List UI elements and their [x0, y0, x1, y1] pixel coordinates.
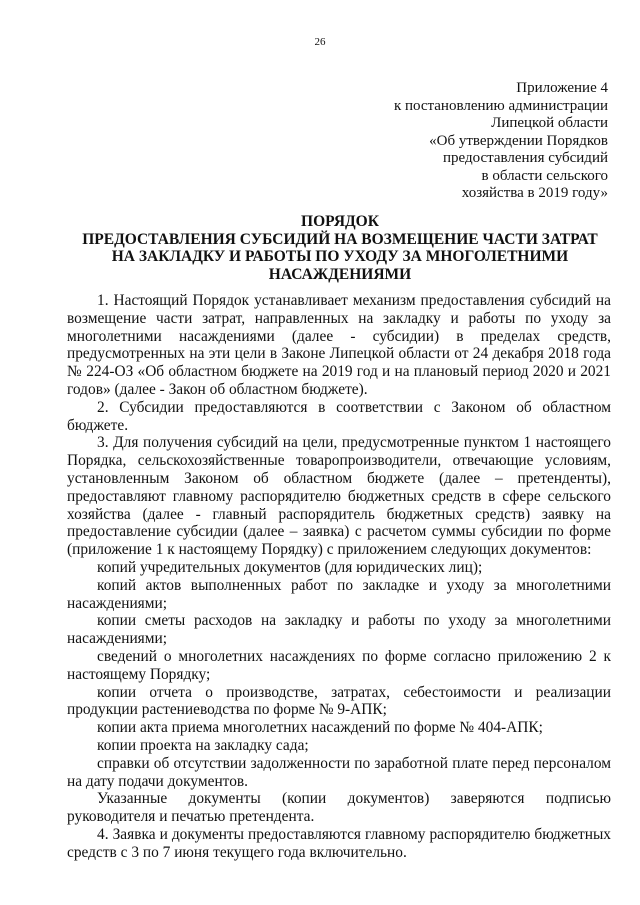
- document-list-item: справки об отсутствии задолженности по заработной плате перед персоналом на дату подачи документов.: [67, 754, 611, 790]
- title-line: ПРЕДОСТАВЛЕНИЯ СУБСИДИЙ НА ВОЗМЕЩЕНИЕ ЧАСТИ ЗАТРАТ: [82, 230, 598, 248]
- paragraph-4: 4. Заявка и документы предоставляются главному распорядителю бюджетных средств с 3 по 7 июня текущего года включительно.: [67, 825, 611, 861]
- document-body: [67, 292, 611, 862]
- document-list-item: копий актов выполненных работ по закладке и уходу за многолетними насаждениями;: [67, 576, 611, 612]
- appendix-line: «Об утверждении Порядков: [429, 132, 608, 149]
- appendix-line: в области сельского: [481, 167, 608, 184]
- title-line: НАСАЖДЕНИЯМИ: [268, 265, 412, 283]
- appendix-line: хозяйства в 2019 году»: [461, 185, 608, 201]
- document-list-item: копии отчета о производстве, затратах, себестоимости и реализации продукции растениеводства по форме № 9-АПК;: [67, 683, 611, 719]
- document-list-item: копии сметы расходов на закладку и работы по уходу за многолетними насаждениями;: [67, 612, 611, 648]
- appendix-header: [394, 80, 608, 203]
- paragraph-3: 3. Для получения субсидий на цели, предусмотренные пунктом 1 настоящего Порядка, сельскохозяйственные товаропроизводители, отвечающие условиям, установленным Законом об областном бюджете (далее – претенденты), предоставляют главному распорядителю бюджетных средств в сфере сельского хозяйства (далее - главный распорядитель бюджетных средств) заявку на предоставление субсидии (далее – заявка) с расчетом суммы субсидии по форме (приложение 1 к настоящему Порядку) с приложением следующих документов:: [67, 434, 611, 559]
- paragraph-2: 2. Субсидии предоставляются в соответствии с Законом об областном бюджете.: [67, 398, 611, 434]
- document-title: [60, 213, 620, 283]
- document-list-item: копий учредительных документов (для юридических лиц);: [97, 558, 483, 576]
- document-list-item: копии проекта на закладку сада;: [97, 736, 309, 754]
- appendix-line: предоставления субсидий: [442, 150, 608, 166]
- title-line: ПОРЯДОК: [301, 213, 379, 230]
- document-list-item: сведений о многолетних насаждениях по форме согласно приложению 2 к настоящему Порядку;: [67, 647, 611, 683]
- appendix-line: Приложение 4: [516, 80, 608, 96]
- document-list-item: копии акта приема многолетних насаждений по форме № 404-АПК;: [97, 719, 543, 737]
- appendix-line: к постановлению администрации: [393, 97, 608, 114]
- paragraph-1: 1. Настоящий Порядок устанавливает механизм предоставления субсидий на возмещение части затрат, направленных на закладку и работы по уходу за многолетними насаждениями (далее - субсидии) в пределах средств, предусмотренных на эти цели в Законе Липецкой области от 24 декабря 2018 года № 224-ОЗ «Об областном бюджете на 2019 год и на плановый период 2020 и 2021 годов» (далее - Закон об областном бюджете).: [67, 292, 611, 398]
- page-number: 26: [314, 36, 326, 48]
- certification-paragraph: Указанные документы (копии документов) заверяются подписью руководителя и печатью претендента.: [67, 790, 611, 826]
- title-line: НА ЗАКЛАДКУ И РАБОТЫ ПО УХОДУ ЗА МНОГОЛЕТНИМИ: [111, 248, 569, 265]
- appendix-line: Липецкой области: [491, 115, 608, 131]
